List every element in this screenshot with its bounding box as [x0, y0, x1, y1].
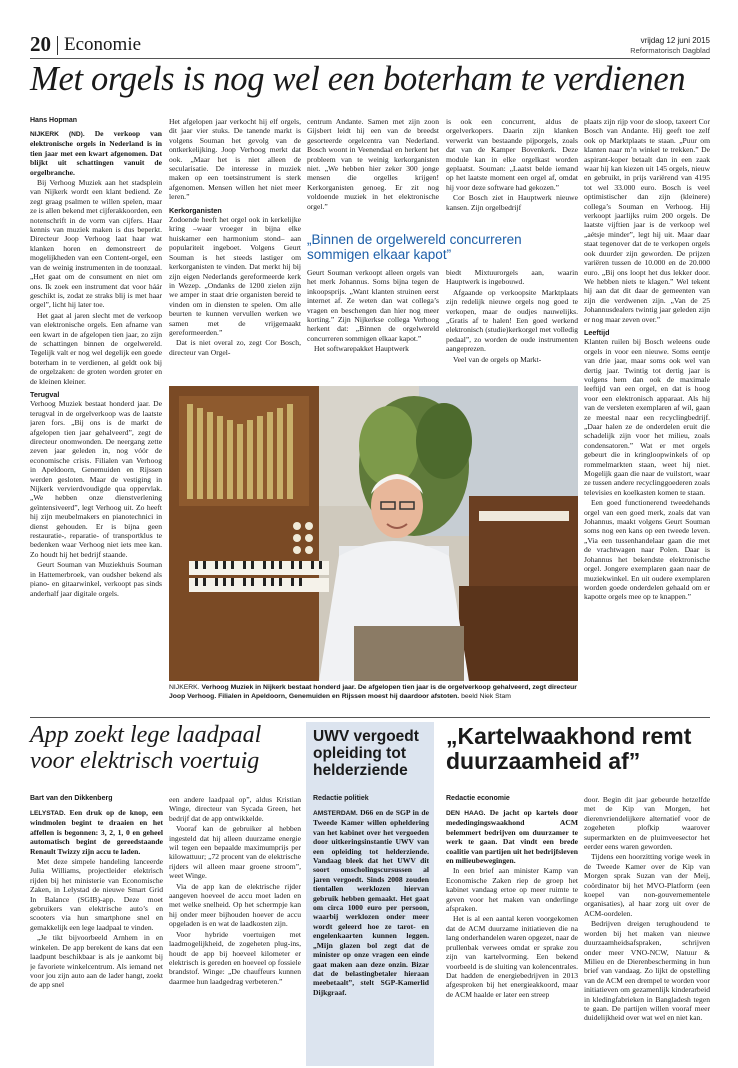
- photo-caption: [169, 684, 578, 701]
- paragraph: is ook een concurrent, aldus de orgelverkopers. Daarin zijn klanken verwerkt van bestaande pijporgels, zoals dat van de Kamper Bovenkerk. Deze module kan in elke orgelkast worden geplaatst. Souman: „Laatst belde iemand op het laatste moment een orgel af, omdat hij voor deze software had gekozen.”: [446, 117, 578, 192]
- paragraph: centrum Andante. Samen met zijn zoon Gijsbert leidt hij een van de breedst gesorteerde orgelcentra van Nederland. Bosch woont in Veenendaal en herkent het probleem van te weinig kerkorganisten niet. „We hebben hier zeker 300 jonge mensen die orgelles krijgen! Kerkorganisten genoeg. Er zit nog voldoende muziek in het elektronische orgel.”: [307, 117, 439, 211]
- paragraph: plaats zijn rijp voor de sloop, taxeert Cor Bosch van Andante. Hij geeft toe zelf ook op Marktplaats te staan. „Puur om klanten naar m’n winkel te trekken.” De aspirant-koper betaalt dan in een zaak waar hij kan kiezen uit 145 orgels, nieuw en gebruikt, in prijs variërend van 4195 tot wel 33.000 euro. Bosch is veel optimistischer dan zijn (kleinere) collega’s Souman en Verhoog. Hij verkoopt jaarlijks ruim 200 orgels. De laatste vijftien jaar is de verkoop wel „aétsje minder”, legt hij uit. Maar daar staat tegenover dat de te verkopen orgels ook duurder zijn geworden. De prijzen variëren tussen de 10.000 en de 20.000 euro. „Bij ons loopt het dus lekker door. We hebben niets te klagen.” Wel tekent hij aan dat dit daar de gemeenten van zijn die verdwenen zijn. „Van de 25 Johannusdealers twintig jaar geleden zijn er nog maar zeven over.”: [584, 117, 710, 324]
- page-date: vrijdag 12 juni 2015: [640, 36, 710, 45]
- uwv-body: [313, 808, 429, 1064]
- section-divider: [30, 717, 710, 718]
- app-col-2: [169, 795, 301, 1066]
- uwv-body-text: D66 en de SGP in de Tweede Kamer willen opheldering van het kabinet over het vergoeden door uitkeringsinstantie UWV van een opleiding tot helderziende. Vandaag bleek dat het UWV dit soort omscholingscursussen al jaren vergoedt. Sinds 2008 zouden tientallen werklozen hiervan gebruik hebben gemaakt. Het gaat om circa 1000 euro per persoon, waarbij werklozen onder meer wordt geleerd hoe ze tarot- en engelenkaarten kunnen leggen. „Mijn glazen bol zegt dat de minister op onze vragen een einde gaat maken aan deze onzin. Bizar dat de belastingbetaler hieraan meebetaalt”, stelt SGP-Kamerlid Dijkgraaf.: [313, 808, 429, 997]
- app-dateline: LELYSTAD.: [30, 810, 66, 817]
- paragraph: Afgaande op verkoopsite Marktplaats zijn redelijk nieuwe orgels nog goed te verkopen, maar de oudjes nauwelijks. „Gratis af te halen! Een goed werkend elektronisch (studie)kerkorgel met volledig pedaal”, zo worden de oude instrumenten aangeprezen.: [446, 287, 578, 354]
- main-col-5: [584, 117, 710, 698]
- uwv-dateline: AMSTERDAM.: [313, 810, 358, 817]
- main-headline: Met orgels is nog wel een boterham te verdienen: [30, 60, 686, 98]
- paragraph: Het is al een aantal keren voorgekomen dat de ACM duurzame initiatieven die na lang onderhandelen waren opgezet, naar de prullenbak verwees omdat er sprake zou zijn van kartelvorming. Een bekend voorbeeld is de sluiting van kolencentrales. Dat hadden de energiebedrijven in 2013 afgesproken bij het energieakkoord, maar de ACM haalde er later een streep: [446, 914, 578, 999]
- main-col-3-top: [307, 117, 439, 227]
- paragraph: Bij Verhoog Muziek aan het stadsplein van Nijkerk wordt een klant bediend. Ze zegt graag psalmen te willen spelen, maar ze is allen bekend met cijferakkoorden, een notenschrift in de vorm van cijfers. Haar kennis van muziek maken is dus beperkt. Directeur Joop Verhoog laat haar wat klanken horen en demonstreert de mogelijkheden van een Content-orgel, een van de weinig instrumenten in de toonzaal. „Het gaat om de consument en niet om ons. Ik zoek een instrument dat voor háár geschikt is, zodat ze straks blij is met haar orgel”, licht hij later toe.: [30, 178, 162, 310]
- paragraph: Veel van de orgels op Markt-: [453, 354, 542, 364]
- kartel-lead: De jacht op kartels door mededingingswaakhond ACM belemmert bedrijven om duurzamer te werk te gaan. Dat vindt een brede coalitie van partijen uit het bedrijfsleven en milieubewegingen.: [446, 808, 578, 866]
- main-lead: De verkoop van elektronische orgels in Nederland is in tien jaar met een kwart afgenomen. Dat blijkt uit schattingen vanuit de orgelbranche.: [30, 129, 162, 177]
- paragraph: Bedrijven dreigen terughoudend te worden bij het maken van nieuwe duurzaamheidsafspraken, schrijven onder meer VNO-NCW, Natuur & Milieu en de Dierenbescherming in hun brief van vandaag. Zo lijkt de opstelling van de ACM een drempel te worden voor initiatieven om gezamenlijk kinderarbeid in kledingfabrieken in Bangladesh tegen te gaan. De partijen willen vooraf meer duidelijkheid over wat wel en niet kan.: [584, 919, 710, 1023]
- paragraph: biedt Mixtuurorgels aan, waarin Hauptwerk is ingebouwd.: [446, 268, 578, 287]
- paragraph: Dat is niet overal zo, zegt Cor Bosch, directeur van Orgel-: [169, 338, 301, 357]
- main-col-1: [30, 129, 162, 671]
- paragraph: Cor Bosch ziet in Hauptwerk nieuwe kansen. Zijn orgelbedrijf: [446, 193, 578, 212]
- header-divider: [57, 36, 58, 55]
- main-col-4-top: [446, 117, 578, 227]
- paragraph: Zodoende heeft het orgel ook in kerkelijke kring –waar vroeger in bijna elke huiskamer een harmonium stond– aan populariteit ingeboet. Volgens Geurt Souman is het steeds lastiger om kerkorganisten te vinden. Dat merkt hij bij zijn eigen Nederlands gereformeerde kerk in Wezep. „Ondanks de 1200 zielen zijn we amper in staat drie organisten bereid te vinden om in diensten te spelen. Om alle beurten te kunnen vervullen werken we samen met de vrijgemaakt gereformeerden.”: [169, 215, 301, 337]
- paragraph: Vooraf kan de gebruiker al hebben ingesteld dat hij alleen duurzame energie wil tegen een bepaalde maximumprijs per kilowattuur; „72 procent van de elektrische rijders wil alleen maar groene stroom”, weet Winge.: [169, 824, 301, 881]
- paragraph: Verhoog Muziek bestaat honderd jaar. De terugval in de orgelverkoop was de laatste jaren fors. „Bij ons is de markt de afgelopen tien jaar gehalveerd”, zegt de directeur onomwonden. De neergang zette zeven jaar geleden in, nog vóór de economische crisis. Filialen van Verhoog in Apeldoorn, Genemuiden en Rijssen werden gesloten. Maar de vestiging in Nijkerk vervierdvoudigde qua oppervlak. „We hebben onze dienstverlening geïntensiveerd”, legt Verhoog uit. Zo heeft hij zijn meubelmakers en pianotechnici in dienst gehouden. Er is bijna geen restauratie-, reparatie- of transportklus te bedenken waar Verhoog niet iets mee kan. Zo houdt hij het bedrijf staande.: [30, 399, 162, 559]
- app-author: Bart van den Dikkenberg: [30, 795, 113, 802]
- paragraph: Klanten ruilen bij Bosch weleens oude orgels in voor een nieuwe. Soms eentje van drie jaar, maar soms ook wel van dertig jaar. Twintig tot dertig jaar is volgens hem dan ook de maximale leeftijd van een orgel, en dat is hoog voor een elektronisch apparaat. Als hij van de versleten exemplaren af wil, gaan ze meestal naar een recyclingbedrijf. „Daar halen ze de onderdelen eruit die schadelijk zijn voor het milieu, zoals condensatoren.” Wat er met orgels gebeurt die in kringloopwinkels of op rommelmarkten staan, weet hij niet. Mogelijk gaan die naar de vuilstort, waar ze tussen andere recyclinggoederen zoals televisies en koelkasten komen te staan.: [584, 337, 710, 497]
- paragraph: Geurt Souman verkoopt alleen orgels van het merk Johannus. Soms bijna tegen de inkoopsprijs. „Want klanten struinen eerst internet af. Ze weten dan wat collega’s vragen en beschengen dan hier nog meer korting.” Zijn Nijkerkse collega Verhoog herkent dat: „Binnen de orgelwereld concurreren sommigen elkaar kapot.”: [307, 268, 439, 343]
- paragraph: Het afgelopen jaar verkocht hij elf orgels, dit jaar vier stuks. De tanende markt is volgens Souman het gevolg van de ontkerkelijking. Joop Verhoog merkt dat ook. „Maar het is niet alleen de secularisatie. De interesse in muziek maken op een toetsinstrument is sterk afgenomen. Mensen willen het niet meer leren.”: [169, 117, 301, 202]
- app-lead: Een druk op de knop, een windmolen begint te draaien en het affellen is begonnen: 3, 2, 1, 0 en geheel automatisch begint de gereedstaande Renault Twizzy zijn accu te laden.: [30, 808, 163, 856]
- publication-name: Reformatorisch Dagblad: [630, 46, 710, 55]
- kartel-headline: „Kartelwaakhond remt duurzaamheid af”: [446, 723, 692, 774]
- paragraph: Het softwarepakket Hauptwerk: [314, 344, 409, 354]
- uwv-headline: UWV vergoedt opleiding tot helderziende: [313, 728, 419, 779]
- subheading-kerkorganisten: Kerkorganisten: [169, 205, 222, 215]
- page-number: 20: [30, 32, 51, 56]
- photo-caption-text: Verhoog Muziek in Nijkerk bestaat honderd jaar. De afgelopen tien jaar is de orgelverkoop gehalveerd, zegt directeur Joop Verhoog. Filialen in Apeldoorn, Genemuiden en Rijssen moest hij daardoor afstoten.: [169, 684, 577, 700]
- paragraph: Via de app kan de elektrische rijder aangeven hoeveel de accu moet laden en met welke snelheid. Op het schermpje kan hij onder meer bijhouden hoever de accu opgeladen is en wat de laadkosten zijn.: [169, 881, 301, 929]
- kartel-author: Redactie economie: [446, 795, 510, 802]
- photo-caption-place: NIJKERK.: [169, 684, 200, 691]
- paragraph: Tijdens een hoorzitting vorige week in de Tweede Kamer over de Kip van Morgen sprak Suzan van der Meij, coördinator bij het MVO-Platform (een koepel van non-gouvernementele organisaties), al haar zorg uit over de ACM-oordelen.: [584, 852, 710, 918]
- paragraph: Geurt Souman van Muziekhuis Souman in Hattemerbroek, van oudsher bekend als piano- en gitaarwinkel, verkoopt pas sinds anderhalf jaar digitale orgels.: [30, 560, 162, 598]
- paragraph: „Je tikt bijvoorbeeld Arnhem in en winkelen. De app berekent de kans dat een laadpunt beschikbaar is als je aankomt bij je favoriete winkelcentrum. Als iemand net voor jou zijn auto aan de lader hangt, zoekt de app snel: [30, 933, 163, 990]
- paragraph: Met deze simpele handeling lanceerde Julia Williams, projectleider elektrisch rijden bij het ministerie van Economische Zaken, in Lelystad de nieuwe Smart Grid In Balance (SGIB)-app. Deze moet gebruikers van elektrische auto’s en scooters via hun smartphone snel en gemakkelijk een lege laadpaal te vinden.: [30, 857, 163, 932]
- section-title: Economie: [64, 34, 142, 55]
- main-col-3-bottom: [307, 268, 439, 380]
- app-col-1: [30, 808, 163, 1066]
- paragraph: Het gaat al jaren slecht met de verkoop van elektronische orgels. Een afname van een kwart in de afgelopen tien jaar, zo zijn de schattingen binnen de orgelwereld. Tegelijk valt er nog wel degelijk een goede boterham in te verdienen, al geldt ook bij de orgelzaken: de groten worden groter en de kleinen kleiner.: [30, 310, 162, 386]
- header-rule: [30, 58, 710, 59]
- kartel-col-2: [584, 795, 710, 1066]
- paragraph: Voor hybride voertuigen met laadmogelijkheid, de zogeheten plug-ins, houdt de app bij hoeveel kilometer er elektrisch is gereden en hoeveel op fossiele brandstof. Winge: „De chauffeurs kunnen daarmee hun laadgedrag verbeteren.”: [169, 929, 301, 986]
- paragraph: een andere laadpaal op”, aldus Kristian Winge, directeur van Sycada Green, het bedrijf dat de app ontwikkelde.: [169, 795, 301, 823]
- uwv-author: Redactie politiek: [313, 795, 369, 802]
- app-headline: App zoekt lege laadpaal voor elektrisch voertuig: [30, 722, 262, 774]
- subheading-terugval: Terugval: [30, 389, 60, 399]
- kartel-dateline: DEN HAAG.: [446, 810, 486, 817]
- pull-quote: „Binnen de orgelwereld concurreren sommigen elkaar kapot”: [307, 232, 522, 262]
- paragraph: In een brief aan minister Kamp van Economische Zaken riep de groep het kabinet vandaag ertoe op meer ruimte te geven voor het maken van onderlinge afspraken.: [446, 866, 578, 914]
- main-col-4-bottom: [446, 268, 578, 380]
- paragraph: door. Begin dit jaar gebeurde hetzelfde met de Kip van Morgen, het dierenvriendelijkere alternatief voor de zogeheten plofkip waarover supermarkten en de pluimveesector het eerder eens waren geworden.: [584, 795, 710, 852]
- main-dateline: NIJKERK (ND).: [30, 131, 85, 138]
- paragraph: Een goed functionerend tweedehands orgel van een goed merk, zoals dat van Johannus, maakt volgens Geurt Souman soms nog een kans op een tweede leven. „Via een tussenhandelaar gaan die met de vrachtwagen naar Polen. Daar is Johannus het bekendste elektronische orgel. Jongere exemplaren gaan naar de muziekwinkel. En uit oudere exemplaren worden goede onderdelen gehaald om er kapotte orgels mee op te knappen.”: [584, 498, 710, 602]
- kartel-col-1: [446, 808, 578, 1066]
- main-photo: [169, 386, 578, 681]
- main-author: Hans Hopman: [30, 117, 78, 124]
- photo-credit: beeld Niek Stam: [461, 692, 511, 700]
- subheading-leeftijd: Leeftijd: [584, 327, 610, 337]
- main-col-2: [169, 117, 301, 379]
